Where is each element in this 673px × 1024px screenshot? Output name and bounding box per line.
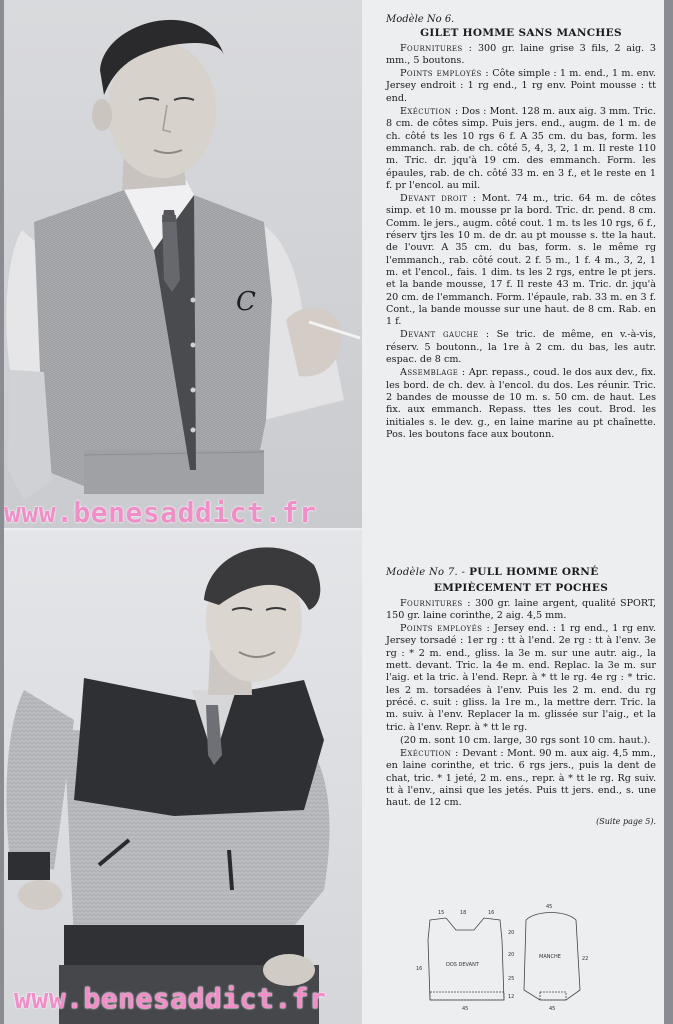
model-7-execution — [386, 748, 656, 809]
model-6-fournitures-text: 300 gr. laine grise 3 fils, 2 aig. 3 mm., 5 boutons. — [386, 42, 656, 66]
magazine-page — [4, 0, 664, 1024]
model-7-gauge: (20 m. sont 10 cm. large, 30 rgs sont 10 cm. haut.). — [400, 734, 651, 746]
model-7-title-a: PULL HOMME ORNÉ — [469, 566, 599, 578]
model-7-points — [386, 623, 656, 734]
model-6-execution-heading: Exécution : — [400, 106, 459, 118]
svg-text:C: C — [236, 287, 256, 317]
diagram-number: 18 — [460, 910, 467, 916]
model-6-title: GILET HOMME SANS MANCHES — [420, 27, 622, 40]
model-7-fournitures-text: 300 gr. laine argent, qualité SPORT, 150 gr. laine corinthe, 2 aig. 4,5 mm. — [386, 597, 656, 621]
model-7-heading — [386, 566, 656, 579]
model-6-devant-droit-text: Mont. 74 m., tric. 64 m. de côtes simp. et 10 m. mousse pr la bord. Tric. dr. pend. 8 cm. Comm. le jers., augm. côté cout. 1 m. ts les 10 rgs, 6 f., réserv tjrs les 10 m. de dr. au pt mousse s. tte la haut. de l'ouvr. A 35 cm. du bas, form. s. le même rg l'emmanch., rab. côté cout. 2 f. 5 m., 1 f. 4 m., 3, 2, 1 m. et l'encol., fais. 1 dim. ts les 2 rgs, entre le pt jers. et la bande mousse, 17 f. Il reste 43 m. Tric. dr. jqu'à 20 cm. de l'emmanch. Form. l'épaule, rab. 33 m. en 3 f. Cont., la bande mousse sur une haut. de 8 cm. Rab. en 1 f. — [386, 193, 656, 328]
model-6-devant-gauche — [386, 329, 656, 366]
model-7-fournitures-heading: Fournitures : — [400, 597, 471, 609]
model-7-label: Modèle No 7. - — [386, 567, 466, 578]
photo-two-tone-pullover — [4, 530, 362, 1024]
diagram-number: 45 — [549, 1006, 556, 1012]
continued-note: (Suite page 5). — [596, 816, 656, 826]
watermark-top: www.benesaddict.fr — [4, 496, 317, 529]
model-6-label: Modèle No 6. — [386, 14, 455, 25]
pattern-text-model-7 — [386, 565, 656, 828]
model-6-devant-droit — [386, 193, 656, 328]
model-7-execution-text: Devant : Mont. 90 m. aux aig. 4,5 mm., en laine corinthe, et tric. 6 rgs jers., puis la dent de chat, tric. * 1 jeté, 2 m. ens., repr. à * tt le rg. Rg suiv. tt à l'env., ainsi que les jetés. Puis tt jers. end., s. une haut. de 12 cm. — [386, 748, 656, 809]
photo-sleeveless-cardigan — [4, 0, 362, 528]
model-6-execution-text: Dos : Mont. 128 m. aux aig. 3 mm. Tric. 8 cm. de côtes simp. Puis jers. end., augm. de 1 m. de ch. côté ts les 10 rgs 6 f. A 35 cm. du bas, form. les emmanch. rab. de ch. côté 5, 4, 3, 2, 1 m. Il reste 110 m. Tric. dr. jqu'à 19 cm. des emmanch. Form. les épaules, rab. de ch. côté 33 m. en 3 f., et le reste en 1 f. pr l'encol. au mil. — [386, 106, 656, 191]
diagram-number: 15 — [438, 910, 445, 916]
model-6-assemblage-text: Apr. repass., coud. le dos aux dev., fix. les bord. de ch. dev. à l'encol. du dos. Les réunir. Tric. 2 bandes de mousse de 10 m. s. 50 cm. de haut. Les fix. aux emmanch. Repass. ttes les cout. Brod. les initiales s. le dev. g., en laine marine au pt chaînette. Pos. les boutons face aux boutonn. — [386, 367, 656, 440]
sleeve-ribbing — [540, 992, 566, 1000]
diagram-number: 16 — [488, 910, 495, 916]
model-7-points-heading: Points employés : — [400, 623, 491, 635]
diagram-number: 12 — [508, 994, 515, 1000]
diagram-body-label: DOS DEVANT — [446, 962, 479, 968]
diagram-number: 45 — [546, 904, 553, 910]
model-7-fournitures — [386, 598, 656, 623]
diagram-number: 16 — [416, 966, 423, 972]
diagram-number: 45 — [462, 1006, 469, 1012]
man-pullover-illustration — [4, 530, 362, 1024]
model-6-fournitures — [386, 43, 656, 68]
body-ribbing — [430, 992, 504, 1000]
model-6-devant-gauche-text: Se tric. de même, en v.-à-vis, réserv. 5 boutonn., la 1re à 2 cm. du bas, les autr. espac. de 8 cm. — [386, 329, 656, 366]
man-vest-illustration — [4, 0, 362, 528]
model-7-title-b: EMPIÈCEMENT ET POCHES — [433, 582, 609, 595]
model-7-execution-heading: Exécution : — [400, 748, 459, 760]
pattern-text-model-6 — [386, 14, 656, 442]
model-6-devant-droit-heading: Devant droit : — [400, 193, 477, 205]
model-7-points-text: Jersey end. : 1 rg end., 1 rg env. Jersey torsadé : 1er rg : tt à l'end. 2e rg : tt à l'env. 3e rg : * 2 m. end., gliss. la 3e m. sur une autr. aig., la mett. devant. Tric. la 4e m. end. Replac. la 3e m. sur l'aig. et la tric. à l'end. Repr. à * tt le rg. 4e rg : * tric. les 2 m. torsadées à l'env. Puis les 2 m. end. du rg précé. c. suit : gliss. la 1re m., la mettre derr. Tric. la m. suiv. à l'env. Replacer la m. glissée sur l'aig., et la tric. à l'env. Repr. à * tt le rg. — [386, 623, 656, 733]
diagram-number: 20 — [508, 930, 515, 936]
body-piece-outline — [428, 918, 504, 1000]
model-6-assemblage — [386, 367, 656, 441]
model-6-points — [386, 68, 656, 105]
diagram-number: 22 — [582, 956, 589, 962]
pattern-schematic — [416, 900, 596, 1022]
model-6-assemblage-heading: Assemblage : — [400, 367, 466, 379]
model-6-points-heading: Points employés : — [400, 68, 489, 80]
diagram-number: 25 — [508, 976, 515, 982]
model-6-devant-gauche-heading: Devant gauche : — [400, 329, 490, 341]
model-6-points-text: Côte simple : 1 m. end., 1 m. env. Jersey endroit : 1 rg end., 1 rg env. Point mousse : tt end. — [386, 68, 656, 104]
diagram-number: 20 — [508, 952, 515, 958]
watermark-bottom: www.benesaddict.fr — [14, 982, 327, 1015]
model-6-fournitures-heading: Fournitures : — [400, 42, 473, 54]
diagram-sleeve-label: MANCHE — [539, 954, 561, 960]
model-6-execution — [386, 106, 656, 192]
